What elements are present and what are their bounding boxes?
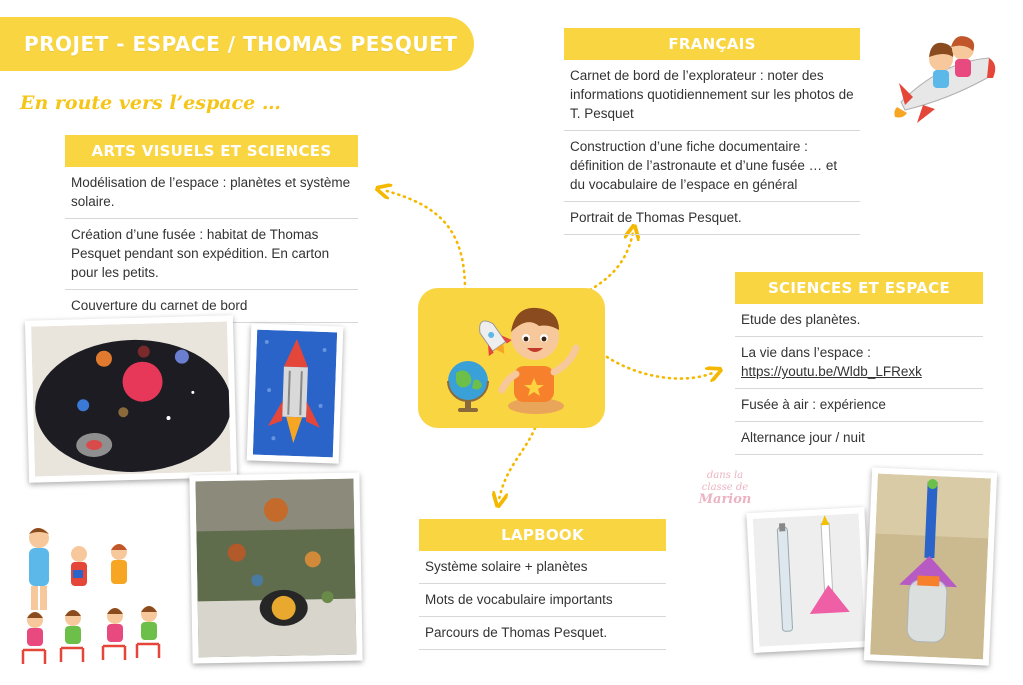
center-illustration — [418, 288, 605, 428]
list-item: Portrait de Thomas Pesquet. — [564, 202, 860, 235]
photo-rocket-drawing — [247, 323, 344, 463]
list-item — [735, 337, 983, 389]
connector-francais — [590, 232, 633, 290]
page-title: PROJET - ESPACE / THOMAS PESQUET — [24, 32, 458, 56]
photo-solar-system-model — [25, 315, 237, 482]
list-item: Carnet de bord de l’explorateur : noter des informations quotidiennement sur les photos de T. Pesquet — [564, 60, 860, 131]
connector-sciences — [607, 357, 715, 379]
photo-classroom-planets — [189, 473, 362, 664]
connector-lapbook — [499, 428, 535, 500]
list-item: Etude des planètes. — [735, 304, 983, 337]
section-sciences-espace — [735, 272, 983, 455]
list-item: Système solaire + planètes — [419, 551, 666, 584]
section-arts-sciences — [65, 135, 358, 323]
teacher-class-illustration — [15, 520, 175, 670]
list-item: Couverture du carnet de bord — [65, 290, 358, 323]
section-francais — [564, 28, 860, 235]
section-title: FRANÇAIS — [564, 28, 860, 60]
photo-bottle-rocket — [864, 467, 997, 665]
bottle-rocket-image — [870, 474, 991, 660]
boy-globe-rocket-illustration — [418, 288, 605, 428]
rocket-kids-illustration — [893, 27, 1003, 132]
list-item: Modélisation de l’espace : planètes et système solaire. — [65, 167, 358, 219]
list-item: Construction d’une fiche documentaire : définition de l’astronaute et d’une fusée … et du vocabulaire de l’espace en général — [564, 131, 860, 202]
list-item: Mots de vocabulaire importants — [419, 584, 666, 617]
page-subtitle: En route vers l’espace … — [20, 92, 281, 114]
list-item-text: La vie dans l’espace : — [741, 345, 871, 360]
photo-syringe-rocket — [746, 507, 871, 653]
list-item: Création d’une fusée : habitat de Thomas Pesquet pendant son expédition. En carton pour les petits. — [65, 219, 358, 290]
classroom-planets-image — [195, 479, 356, 658]
section-title: SCIENCES ET ESPACE — [735, 272, 983, 304]
connector-arts — [383, 190, 465, 290]
video-link[interactable]: https://youtu.be/Wldb_LFRexk — [741, 364, 922, 379]
section-title: LAPBOOK — [419, 519, 666, 551]
watermark-line: dans la classe de — [701, 470, 749, 493]
list-item: Alternance jour / nuit — [735, 422, 983, 455]
watermark-line: Marion — [698, 492, 752, 507]
rocket-drawing-image — [253, 330, 337, 458]
list-item: Fusée à air : expérience — [735, 389, 983, 422]
section-title: ARTS VISUELS ET SCIENCES — [65, 135, 358, 167]
solar-system-model-image — [31, 321, 231, 476]
section-lapbook — [419, 519, 666, 650]
watermark-logo — [690, 470, 760, 506]
list-item: Parcours de Thomas Pesquet. — [419, 617, 666, 650]
syringe-rocket-image — [753, 513, 866, 646]
